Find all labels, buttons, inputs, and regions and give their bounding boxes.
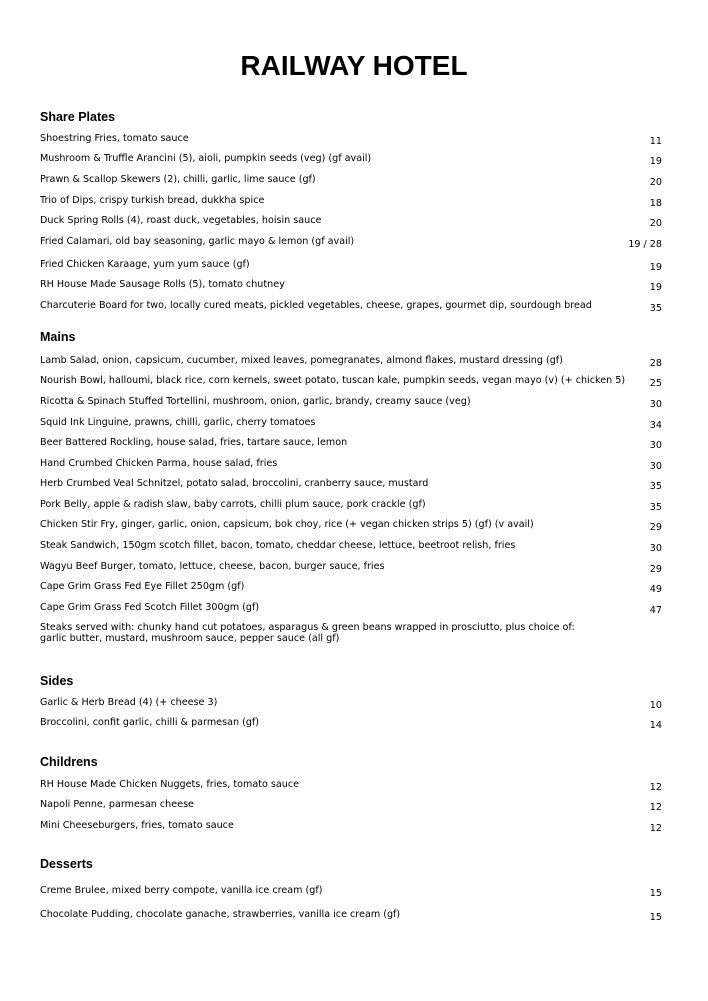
item-price: 30 bbox=[649, 440, 662, 451]
menu-item bbox=[40, 697, 670, 717]
section-heading-mains: Mains bbox=[40, 330, 76, 344]
item-description: Lamb Salad, onion, capsicum, cucumber, mixed leaves, pomegranates, almond flakes, mustard dressing (gf) bbox=[40, 355, 563, 366]
item-price: 30 bbox=[649, 399, 662, 410]
item-price: 35 bbox=[649, 502, 662, 513]
item-description: Wagyu Beef Burger, tomato, lettuce, cheese, bacon, burger sauce, fries bbox=[40, 561, 385, 572]
menu-item bbox=[40, 478, 670, 498]
item-description: Fried Calamari, old bay seasoning, garlic mayo & lemon (gf avail) bbox=[40, 236, 355, 247]
menu-item bbox=[40, 396, 670, 416]
item-description: Nourish Bowl, halloumi, black rice, corn kernels, sweet potato, tuscan kale, pumpkin seeds, vegan mayo (v) (+ chicken 5) bbox=[40, 375, 626, 386]
menu-item bbox=[40, 820, 670, 840]
menu-item bbox=[40, 236, 670, 256]
item-description: Beer Battered Rockling, house salad, fries, tartare sauce, lemon bbox=[40, 437, 348, 448]
menu-item bbox=[40, 458, 670, 478]
section-heading-childrens: Childrens bbox=[40, 755, 98, 769]
item-price: 35 bbox=[649, 303, 662, 314]
item-description: Napoli Penne, parmesan cheese bbox=[40, 799, 194, 810]
menu-item bbox=[40, 417, 670, 437]
item-price: 25 bbox=[649, 378, 662, 389]
item-price: 47 bbox=[649, 605, 662, 616]
item-description: Duck Spring Rolls (4), roast duck, vegetables, hoisin sauce bbox=[40, 215, 322, 226]
item-description: Shoestring Fries, tomato sauce bbox=[40, 133, 189, 144]
item-price: 30 bbox=[649, 461, 662, 472]
menu-item bbox=[40, 300, 670, 320]
menu-item bbox=[40, 602, 670, 622]
item-description: Steak Sandwich, 150gm scotch fillet, bacon, tomato, cheddar cheese, lettuce, beetroot relish, fries bbox=[40, 540, 516, 551]
menu-item bbox=[40, 437, 670, 457]
menu-item bbox=[40, 885, 670, 905]
item-description: Mushroom & Truffle Arancini (5), aioli, pumpkin seeds (veg) (gf avail) bbox=[40, 153, 372, 164]
item-description: Cape Grim Grass Fed Eye Fillet 250gm (gf) bbox=[40, 581, 245, 592]
menu-item bbox=[40, 215, 670, 235]
item-price: 35 bbox=[649, 481, 662, 492]
item-price: 15 bbox=[649, 912, 662, 923]
page-title: RAILWAY HOTEL bbox=[240, 50, 468, 81]
item-price: 12 bbox=[649, 823, 662, 834]
item-description: RH House Made Sausage Rolls (5), tomato chutney bbox=[40, 279, 285, 290]
menu-item bbox=[40, 259, 670, 279]
item-price: 29 bbox=[649, 522, 662, 533]
item-price: 14 bbox=[649, 720, 662, 731]
section-heading-share-plates: Share Plates bbox=[40, 110, 116, 124]
item-description: Cape Grim Grass Fed Scotch Fillet 300gm (gf) bbox=[40, 602, 260, 613]
item-description: Chocolate Pudding, chocolate ganache, strawberries, vanilla ice cream (gf) bbox=[40, 909, 401, 920]
menu-item bbox=[40, 133, 670, 153]
item-price: 28 bbox=[649, 358, 662, 369]
item-description: Charcuterie Board for two, locally cured meats, pickled vegetables, cheese, grapes, gourmet dip, sourdough bread bbox=[40, 300, 592, 311]
item-price: 18 bbox=[649, 198, 662, 209]
item-description: Mini Cheeseburgers, fries, tomato sauce bbox=[40, 820, 234, 831]
menu-item bbox=[40, 195, 670, 215]
item-price: 19 / 28 bbox=[628, 239, 662, 250]
item-description: Herb Crumbed Veal Schnitzel, potato salad, broccolini, cranberry sauce, mustard bbox=[40, 478, 429, 489]
item-price: 20 bbox=[649, 177, 662, 188]
item-description: Fried Chicken Karaage, yum yum sauce (gf) bbox=[40, 259, 250, 270]
item-price: 11 bbox=[649, 136, 662, 147]
menu-item bbox=[40, 561, 670, 581]
menu-item bbox=[40, 909, 670, 929]
menu-item bbox=[40, 519, 670, 539]
menu-item bbox=[40, 279, 670, 299]
menu-item bbox=[40, 375, 670, 395]
menu-item bbox=[40, 355, 670, 375]
menu-item bbox=[40, 779, 670, 799]
item-description: Trio of Dips, crispy turkish bread, dukkha spice bbox=[40, 195, 265, 206]
item-description: Garlic & Herb Bread (4) (+ cheese 3) bbox=[40, 697, 218, 708]
steaks-note: Steaks served with: chunky hand cut potatoes, asparagus & green beans wrapped in prosciutto, plus choice of: garlic butter, mustard, mushroom sauce, pepper sauce (all gf) bbox=[40, 622, 575, 644]
item-price: 29 bbox=[649, 564, 662, 575]
item-description: Broccolini, confit garlic, chilli & parmesan (gf) bbox=[40, 717, 260, 728]
item-price: 19 bbox=[649, 156, 662, 167]
item-price: 30 bbox=[649, 543, 662, 554]
section-heading-sides: Sides bbox=[40, 674, 74, 688]
item-description: Creme Brulee, mixed berry compote, vanilla ice cream (gf) bbox=[40, 885, 323, 896]
menu-item bbox=[40, 581, 670, 601]
item-price: 49 bbox=[649, 584, 662, 595]
menu-item bbox=[40, 499, 670, 519]
item-price: 19 bbox=[649, 262, 662, 273]
item-description: Hand Crumbed Chicken Parma, house salad, fries bbox=[40, 458, 278, 469]
item-price: 12 bbox=[649, 802, 662, 813]
menu-item bbox=[40, 174, 670, 194]
menu-item bbox=[40, 717, 670, 737]
section-heading-desserts: Desserts bbox=[40, 857, 93, 871]
item-description: RH House Made Chicken Nuggets, fries, tomato sauce bbox=[40, 779, 300, 790]
item-description: Pork Belly, apple & radish slaw, baby carrots, chilli plum sauce, pork crackle (gf) bbox=[40, 499, 426, 510]
menu-item bbox=[40, 799, 670, 819]
menu-item bbox=[40, 153, 670, 173]
item-description: Prawn & Scallop Skewers (2), chilli, garlic, lime sauce (gf) bbox=[40, 174, 316, 185]
item-description: Chicken Stir Fry, ginger, garlic, onion, capsicum, bok choy, rice (+ vegan chicken strips 5) (gf) (v avail) bbox=[40, 519, 534, 530]
item-price: 10 bbox=[649, 700, 662, 711]
item-price: 20 bbox=[649, 218, 662, 229]
item-price: 12 bbox=[649, 782, 662, 793]
item-price: 34 bbox=[649, 420, 662, 431]
menu-item bbox=[40, 540, 670, 560]
item-price: 15 bbox=[649, 888, 662, 899]
item-description: Squid Ink Linguine, prawns, chilli, garlic, cherry tomatoes bbox=[40, 417, 316, 428]
item-description: Ricotta & Spinach Stuffed Tortellini, mushroom, onion, garlic, brandy, creamy sauce (veg) bbox=[40, 396, 471, 407]
item-price: 19 bbox=[649, 282, 662, 293]
